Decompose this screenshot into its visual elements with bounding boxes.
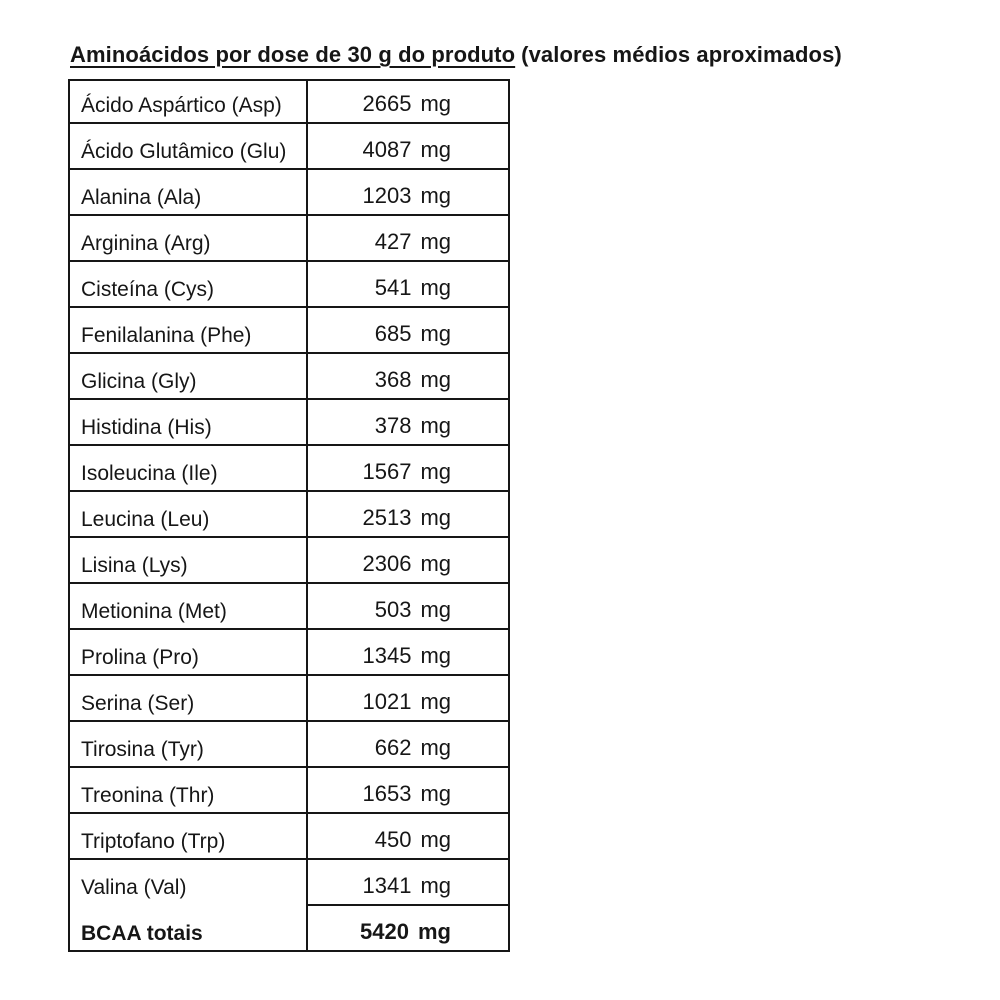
amount-value: 378 [374, 413, 412, 438]
amount-value: 5420 [360, 919, 409, 944]
amount-unit: mg [420, 689, 451, 714]
amino-acid-amount [308, 352, 508, 398]
table-row [70, 536, 508, 582]
amount-unit: mg [420, 91, 451, 116]
amount-unit: mg [420, 367, 451, 392]
amino-acid-name: Metionina (Met) [70, 582, 308, 628]
amount-value: 1345 [362, 643, 412, 668]
amino-acid-amount [308, 260, 508, 306]
amount-value: 541 [374, 275, 412, 300]
amount-value: 1653 [362, 781, 412, 806]
amino-acid-name: Ácido Aspártico (Asp) [70, 81, 308, 122]
table-row [70, 168, 508, 214]
amount-value: 2306 [362, 551, 412, 576]
amino-acid-name: Lisina (Lys) [70, 536, 308, 582]
amino-acid-amount [308, 536, 508, 582]
amount-unit: mg [420, 551, 451, 576]
amount-unit: mg [420, 183, 451, 208]
table-row [70, 582, 508, 628]
amount-unit: mg [420, 781, 451, 806]
amino-acid-amount [308, 81, 508, 122]
amino-acid-amount [308, 168, 508, 214]
amino-acid-name: Alanina (Ala) [70, 168, 308, 214]
amino-acid-name: Leucina (Leu) [70, 490, 308, 536]
amount-value: 427 [374, 229, 412, 254]
amount-value: 662 [374, 735, 412, 760]
amount-unit: mg [420, 873, 451, 898]
table-row [70, 352, 508, 398]
amount-value: 1021 [362, 689, 412, 714]
table-row [70, 214, 508, 260]
amino-acid-amount [308, 628, 508, 674]
amount-unit: mg [420, 321, 451, 346]
table-row [70, 260, 508, 306]
amino-acid-name: Triptofano (Trp) [70, 812, 308, 858]
amount-unit: mg [420, 459, 451, 484]
table-row-bcaa-total [70, 904, 508, 950]
amino-acid-name: Serina (Ser) [70, 674, 308, 720]
table-row [70, 444, 508, 490]
table-row [70, 398, 508, 444]
amount-unit: mg [418, 919, 451, 944]
amount-unit: mg [420, 229, 451, 254]
table-row [70, 812, 508, 858]
bcaa-total-amount [308, 904, 508, 950]
amount-unit: mg [420, 735, 451, 760]
table-row [70, 628, 508, 674]
amino-acid-name: Cisteína (Cys) [70, 260, 308, 306]
page-title-suffix: (valores médios aproximados) [521, 42, 842, 67]
amino-acid-amount [308, 444, 508, 490]
amino-acid-name: Histidina (His) [70, 398, 308, 444]
amount-value: 1567 [362, 459, 412, 484]
amount-value: 368 [374, 367, 412, 392]
amino-acid-name: Treonina (Thr) [70, 766, 308, 812]
table-row [70, 81, 508, 122]
amount-unit: mg [420, 275, 451, 300]
amount-value: 685 [374, 321, 412, 346]
amino-acid-name: Valina (Val) [70, 858, 308, 904]
amount-value: 1341 [362, 873, 412, 898]
amino-acid-name: Glicina (Gly) [70, 352, 308, 398]
table-row [70, 306, 508, 352]
amount-unit: mg [420, 827, 451, 852]
table-row [70, 766, 508, 812]
amount-value: 503 [374, 597, 412, 622]
amino-acid-name: Fenilalanina (Phe) [70, 306, 308, 352]
amount-value: 450 [374, 827, 412, 852]
page-title [70, 42, 1000, 68]
page-title-main: Aminoácidos por dose de 30 g do produto [70, 42, 516, 67]
amino-acid-amount [308, 214, 508, 260]
amount-value: 2665 [362, 91, 412, 116]
amino-acid-amount [308, 812, 508, 858]
amount-unit: mg [420, 505, 451, 530]
amino-acid-amount [308, 674, 508, 720]
table-row [70, 858, 508, 904]
table-row [70, 122, 508, 168]
amino-acid-name: Arginina (Arg) [70, 214, 308, 260]
bcaa-total-label: BCAA totais [70, 904, 308, 950]
amount-unit: mg [420, 643, 451, 668]
amino-acid-amount [308, 398, 508, 444]
amino-acid-amount [308, 306, 508, 352]
amount-value: 1203 [362, 183, 412, 208]
amino-acid-amount [308, 858, 508, 904]
amino-acid-name: Prolina (Pro) [70, 628, 308, 674]
amino-acid-name: Tirosina (Tyr) [70, 720, 308, 766]
amount-unit: mg [420, 137, 451, 162]
amino-acid-amount [308, 122, 508, 168]
amino-acid-amount [308, 490, 508, 536]
amount-unit: mg [420, 597, 451, 622]
amount-unit: mg [420, 413, 451, 438]
table-row [70, 720, 508, 766]
amino-acid-amount [308, 720, 508, 766]
amount-value: 2513 [362, 505, 412, 530]
amount-value: 4087 [362, 137, 412, 162]
table-row [70, 490, 508, 536]
amino-acids-table [68, 79, 510, 952]
amino-acid-name: Ácido Glutâmico (Glu) [70, 122, 308, 168]
amino-acid-name: Isoleucina (Ile) [70, 444, 308, 490]
amino-acid-amount [308, 582, 508, 628]
amino-acid-amount [308, 766, 508, 812]
table-row [70, 674, 508, 720]
